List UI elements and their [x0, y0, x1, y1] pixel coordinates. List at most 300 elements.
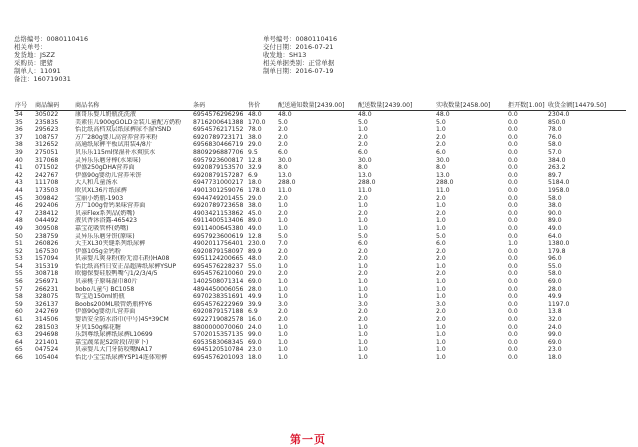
table-cell: 1.0	[436, 293, 446, 301]
table-cell: 2.0	[358, 141, 368, 149]
table-cell: 295623	[35, 126, 59, 134]
table-cell: 58.0	[548, 270, 562, 278]
table-cell: 2.0	[358, 194, 368, 202]
table-row	[14, 179, 626, 187]
table-cell: 4903421153862	[193, 209, 244, 217]
table-cell: 0.0	[508, 308, 518, 316]
column-header: 收货金额[14479.50]	[547, 101, 626, 111]
table-row	[14, 111, 626, 119]
table-cell: 275051	[35, 148, 59, 156]
table-cell: 欧贝XL36片纸尿裤	[75, 186, 127, 194]
table-cell: 157094	[35, 255, 59, 263]
table-cell: 伊盛105g金钙粉	[75, 247, 121, 255]
table-row	[14, 233, 626, 241]
table-cell: 35	[15, 118, 23, 126]
table-cell: 6.9	[248, 308, 258, 316]
table-cell: 6922719082578	[193, 316, 244, 324]
table-cell: 266231	[35, 285, 59, 293]
table-cell: 30.0	[436, 156, 450, 164]
table-cell: 6.0	[278, 148, 288, 156]
table-cell: 45	[15, 194, 23, 202]
table-cell: 2.0	[436, 209, 446, 217]
table-cell: 38.0	[548, 202, 562, 210]
table-cell: 28.0	[248, 285, 262, 293]
table-cell: 8.0	[436, 164, 446, 172]
table-cell: 3.0	[278, 300, 288, 308]
table-cell: 伊盛90g婴幼儿营养米饼	[75, 171, 142, 179]
table-cell: 49.0	[548, 224, 562, 232]
table-cell: 1.0	[358, 331, 368, 339]
table-cell: 48.0	[278, 111, 292, 118]
table-cell: 89.7	[548, 171, 562, 179]
table-cell: 64	[15, 338, 23, 346]
table-cell: 6.0	[358, 240, 368, 248]
table-cell: 32.0	[548, 316, 562, 324]
table-cell: 260826	[35, 240, 59, 248]
table-cell: 伊盛250gDHA营养面	[75, 164, 135, 172]
table-cell: 0.0	[508, 270, 518, 278]
table-cell: 婴语安全防水浴巾(中号)45*39CM	[75, 316, 169, 324]
table-cell: 方广280g婴儿高营养营养米粉	[75, 133, 158, 141]
table-cell: 1.0	[278, 217, 288, 225]
table-cell: 58.0	[548, 141, 562, 149]
table-cell: 59	[15, 300, 23, 308]
table-row	[14, 339, 626, 347]
table-cell: 6911400513406	[193, 217, 244, 225]
table-cell: 1.0	[436, 126, 446, 134]
table-cell: 314506	[35, 316, 59, 324]
table-cell: 38.0	[248, 202, 262, 210]
table-cell: 288.0	[358, 179, 376, 187]
table-cell: 4894450006056	[193, 285, 244, 293]
table-cell: 6.0	[436, 148, 446, 156]
table-cell: 1.0	[508, 240, 518, 248]
table-cell: 2.0	[358, 316, 368, 324]
table-cell: 1958.0	[548, 186, 570, 194]
table-cell: 6954576296296	[193, 111, 244, 118]
table-cell: 0.0	[508, 202, 518, 210]
table-cell: 0.0	[508, 316, 518, 324]
table-cell: 6954576228237	[193, 262, 244, 270]
table-cell: 6956830466719	[193, 141, 244, 149]
table-cell: 221401	[35, 338, 59, 346]
table-cell: 53	[15, 255, 23, 263]
table-row	[14, 331, 626, 339]
table-cell: 51	[15, 240, 23, 248]
table-cell: 4901301259076	[193, 186, 244, 194]
table-cell: 12.8	[248, 156, 262, 164]
table-cell: 18.0	[248, 179, 262, 187]
table-cell: 45.0	[248, 209, 262, 217]
table-cell: 2.0	[436, 270, 446, 278]
table-cell: 0.0	[508, 148, 518, 156]
table-cell: 108757	[35, 133, 59, 141]
header-field: 收发地：SH13	[263, 51, 307, 59]
table-row	[14, 126, 626, 134]
table-cell: 0.0	[508, 300, 518, 308]
table-cell: 嘉宝花吸管杯(奶嘴)	[75, 224, 129, 232]
table-cell: 0.0	[508, 141, 518, 149]
table-cell: 850.0	[548, 118, 566, 126]
table-row	[14, 316, 626, 324]
table-cell: 9.5	[248, 148, 258, 156]
table-cell: 61	[15, 316, 23, 324]
table-cell: 48.0	[436, 111, 450, 118]
table-cell: 42	[15, 171, 23, 179]
table-cell: 326137	[35, 300, 59, 308]
table-cell: 28.0	[548, 285, 562, 293]
table-cell: 99.0	[248, 331, 262, 339]
table-cell: 1.0	[358, 285, 368, 293]
table-cell: 0.0	[508, 262, 518, 270]
header-field: 采购员：肥猪	[14, 59, 53, 67]
table-cell: 58	[15, 293, 23, 301]
table-cell: 57	[15, 285, 23, 293]
table-cell: 0.0	[508, 338, 518, 346]
table-cell: 高通纸尿裤平板试用装4/8片	[75, 141, 152, 149]
table-cell: 13.0	[436, 171, 450, 179]
table-row	[14, 225, 626, 233]
table-cell: 0.0	[508, 164, 518, 172]
header-field: 总络编号：0080110416	[14, 35, 89, 43]
table-cell: 235835	[35, 118, 59, 126]
table-cell: 3.0	[358, 300, 368, 308]
table-cell: 49.0	[248, 224, 262, 232]
table-cell: 30.0	[278, 156, 292, 164]
table-cell: 0.0	[508, 133, 518, 141]
table-cell: 39	[15, 148, 23, 156]
table-cell: 伊盛90g婴幼儿营养面	[75, 308, 136, 316]
table-cell: 5.0	[436, 118, 446, 126]
table-row	[14, 324, 626, 332]
table-cell: 1.0	[278, 202, 288, 210]
table-cell: 贝亲婴儿爽身粉(粉无滑石粉)HA08	[75, 255, 170, 263]
table-cell: 37	[15, 133, 23, 141]
table-cell: 11.0	[436, 186, 450, 194]
table-cell: 23.0	[248, 346, 262, 354]
table-cell: 2.0	[278, 255, 288, 263]
table-cell: 6920879157287	[193, 171, 244, 179]
table-cell: 0.0	[508, 293, 518, 301]
table-cell: 0.0	[508, 156, 518, 164]
table-cell: 2.0	[436, 255, 446, 263]
table-cell: 13.8	[548, 308, 562, 316]
table-cell: 24.0	[248, 323, 262, 331]
table-cell: 13.0	[358, 171, 372, 179]
table-cell: 0.0	[508, 209, 518, 217]
table-cell: 292406	[35, 202, 59, 210]
table-cell: 6920789723658	[193, 202, 244, 210]
table-cell: 0.0	[508, 278, 518, 286]
table-cell: 1.0	[358, 217, 368, 225]
table-cell: 111708	[35, 179, 59, 187]
table-cell: 2.0	[278, 209, 288, 217]
table-cell: 3.0	[436, 300, 446, 308]
table-cell: 1197.0	[548, 300, 570, 308]
table-cell: 0.0	[508, 118, 518, 126]
table-cell: 1.0	[436, 217, 446, 225]
table-cell: 0.0	[508, 171, 518, 179]
table-cell: 5.0	[436, 232, 446, 240]
table-cell: 1.0	[436, 338, 446, 346]
table-cell: 1.0	[436, 262, 446, 270]
table-cell: 1.0	[436, 346, 446, 354]
table-cell: 2.0	[278, 141, 288, 149]
table-cell: 179.8	[548, 247, 566, 255]
table-cell: 0.0	[508, 323, 518, 331]
table-row	[14, 119, 626, 127]
table-cell: 40	[15, 156, 23, 164]
table-cell: 60	[15, 308, 23, 316]
table-cell: 1.0	[358, 346, 368, 354]
table-cell: 1.0	[436, 224, 446, 232]
table-cell: 11.0	[278, 186, 292, 194]
header-field: 相关单号：	[14, 43, 47, 51]
table-row	[14, 308, 626, 316]
table-cell: 2.0	[436, 308, 446, 316]
table-cell: 2.0	[436, 133, 446, 141]
table-cell: 44	[15, 186, 23, 194]
table-cell: 帮宝适150ml奶瓶	[75, 293, 125, 301]
table-cell: 2.0	[358, 270, 368, 278]
table-cell: 288.0	[436, 179, 454, 187]
table-cell: 2.0	[436, 194, 446, 202]
table-cell: 105404	[35, 354, 59, 361]
table-cell: 1.0	[358, 354, 368, 361]
table-cell: 38.0	[248, 133, 262, 141]
table-cell: 灵异乐乐磨牙棒(水果味)	[75, 156, 141, 164]
table-cell: 29.0	[248, 194, 262, 202]
table-cell: 12.8	[248, 232, 262, 240]
table-cell: 8.0	[278, 164, 288, 172]
table-cell: 8.0	[358, 164, 368, 172]
table-cell: 6911400645380	[193, 224, 244, 232]
table-cell: 2.0	[358, 308, 368, 316]
table-body	[14, 111, 626, 362]
table-cell: 1.0	[278, 338, 288, 346]
items-table	[14, 101, 626, 362]
column-header: 条码	[192, 101, 247, 111]
table-row	[14, 263, 626, 271]
table-row	[14, 195, 626, 203]
table-cell: 6944749201455	[193, 194, 244, 202]
table-cell: 6957923600619	[193, 232, 244, 240]
table-cell: 1.0	[278, 224, 288, 232]
table-cell: 2.0	[278, 133, 288, 141]
table-cell: 044492	[35, 217, 59, 225]
table-cell: 1.0	[436, 331, 446, 339]
table-cell: 大人和儿童汤水	[75, 179, 118, 187]
table-cell: 1.0	[358, 262, 368, 270]
table-cell: 美素佳儿900gGOLD金装儿童配方奶粉	[75, 118, 182, 126]
table-cell: 89.9	[248, 247, 262, 255]
table-cell: 怡比纸高档双层纸尿裤尿不湿YSND	[75, 126, 172, 134]
table-cell: 66	[15, 354, 23, 361]
table-cell: 大王XL30夹缝系列纸尿裤	[75, 240, 146, 248]
table-cell: 63	[15, 331, 23, 339]
table-cell: 1.0	[358, 224, 368, 232]
column-header: 实收数量[2458.00]	[435, 101, 507, 111]
table-cell: 1.0	[278, 323, 288, 331]
table-cell: 65	[15, 346, 23, 354]
table-cell: 8716200641388	[193, 118, 244, 126]
table-cell: 5.0	[278, 232, 288, 240]
table-row	[14, 172, 626, 180]
table-cell: 69.0	[248, 278, 262, 286]
table-cell: 308718	[35, 270, 59, 278]
table-cell: 56	[15, 278, 23, 286]
table-cell: 贝亲桃子原味湿巾80片	[75, 278, 138, 286]
table-cell: bobo儿童勺 BC1058	[75, 285, 135, 293]
table-cell: 6954576222969	[193, 300, 244, 308]
table-cell: 38	[15, 141, 23, 149]
table-cell: 39.9	[248, 300, 262, 308]
table-cell: 2.0	[278, 126, 288, 134]
table-cell: 315319	[35, 262, 59, 270]
table-row	[14, 248, 626, 256]
table-cell: 263.2	[548, 164, 566, 172]
table-row	[14, 301, 626, 309]
table-cell: 2.0	[278, 308, 288, 316]
table-cell: 2.0	[436, 316, 446, 324]
table-cell: 29.0	[248, 270, 262, 278]
table-cell: 0.0	[508, 217, 518, 225]
header-field: 相关单据类别：正常单据	[263, 59, 335, 67]
column-header: 拒开数[1.00]	[507, 101, 547, 111]
table-cell: 76.0	[548, 133, 562, 141]
header-right	[263, 35, 337, 75]
table-cell: 贝乐乐115ml保湿补水爽肤水	[75, 148, 156, 156]
column-header: 商品名称	[74, 101, 192, 111]
header-field: 制单日期：2016-07-19	[263, 67, 334, 75]
table-cell: 54	[15, 262, 23, 270]
table-cell: 30.0	[358, 156, 372, 164]
table-cell: 0.0	[508, 255, 518, 263]
table-cell: 1.0	[358, 323, 368, 331]
table-cell: 317068	[35, 156, 59, 164]
table-cell: 55.0	[248, 262, 262, 270]
table-cell: 0.0	[508, 179, 518, 187]
table-cell: 49.9	[248, 293, 262, 301]
table-cell: 1.0	[278, 331, 288, 339]
table-cell: 294698	[35, 331, 59, 339]
table-cell: 6957923600817	[193, 156, 244, 164]
table-cell: 0.0	[508, 346, 518, 354]
table-cell: 1.0	[358, 202, 368, 210]
table-cell: 58.0	[548, 194, 562, 202]
table-cell: 62	[15, 323, 23, 331]
table-cell: 2.0	[358, 133, 368, 141]
table-cell: 16.0	[248, 316, 262, 324]
table-cell: 242767	[35, 171, 59, 179]
table-cell: 6954576201093	[193, 354, 244, 361]
table-cell: 52	[15, 247, 23, 255]
table-cell: 43	[15, 179, 23, 187]
table-cell: 230.0	[248, 240, 266, 248]
header-field: 制单人：11091	[14, 67, 61, 75]
header-field: 备注：160719031	[14, 75, 71, 83]
table-cell: 1.0	[436, 354, 446, 361]
table-cell: 8800000070060	[193, 323, 244, 331]
table-cell: 256971	[35, 278, 59, 286]
table-cell: 7.0	[278, 240, 288, 248]
table-row	[14, 157, 626, 165]
table-cell: 047524	[35, 346, 59, 354]
table-cell: 1.0	[436, 202, 446, 210]
table-cell: 34	[15, 111, 23, 118]
table-cell: 6920789723171	[193, 133, 244, 141]
table-cell: 0.0	[508, 186, 518, 194]
table-row	[14, 217, 626, 225]
table-cell: 55.0	[548, 262, 562, 270]
table-cell: 6920879157188	[193, 308, 244, 316]
table-cell: 2.0	[436, 141, 446, 149]
table-cell: 2.0	[358, 247, 368, 255]
table-cell: 5.0	[278, 118, 288, 126]
table-cell: 78.0	[548, 126, 562, 134]
table-cell: 55	[15, 270, 23, 278]
table-cell: 液贝香沐浴露-465423	[75, 217, 138, 225]
table-cell: 2304.0	[548, 111, 570, 118]
table-row	[14, 164, 626, 172]
table-cell: 57.0	[548, 148, 562, 156]
table-cell: 2.0	[436, 247, 446, 255]
table-cell: 1.0	[358, 278, 368, 286]
column-header: 序号	[14, 101, 34, 111]
table-cell: 309508	[35, 224, 59, 232]
table-cell: 1.0	[358, 126, 368, 134]
header-left	[14, 35, 88, 83]
table-cell: 4902011756401	[193, 240, 244, 248]
table-cell: 1.0	[278, 285, 288, 293]
table-cell: 6947731000217	[193, 179, 244, 187]
table-cell: 6920879153570	[193, 164, 244, 172]
table-cell: 8809296887706	[193, 148, 244, 156]
table-cell: 0.0	[508, 126, 518, 134]
table-row	[14, 141, 626, 149]
header-field: 交付日期：2016-07-21	[263, 43, 334, 51]
table-cell: 69.0	[248, 338, 262, 346]
table-cell: 48.0	[248, 255, 262, 263]
column-header: 商品编码	[34, 101, 74, 111]
table-cell: 乐到尊纸尿裤纸尿裤L10699	[75, 331, 153, 339]
table-cell: 90.0	[548, 209, 562, 217]
table-cell: 0.0	[508, 285, 518, 293]
table-cell: 6954576210060	[193, 270, 244, 278]
table-cell: 1.0	[436, 285, 446, 293]
table-cell: 242769	[35, 308, 59, 316]
table-cell: 1.0	[436, 278, 446, 286]
table-row	[14, 210, 626, 218]
table-cell: 0.0	[508, 111, 518, 118]
table-cell: 1.0	[358, 338, 368, 346]
table-cell: 281503	[35, 323, 59, 331]
table-cell: 41	[15, 164, 23, 172]
table-row	[14, 286, 626, 294]
table-cell: 32.9	[248, 164, 262, 172]
table-cell: 怡比小宝宝纸尿裤YSP14连体短裤	[75, 354, 168, 361]
table-cell: 238412	[35, 209, 59, 217]
table-cell: 312652	[35, 141, 59, 149]
table-cell: 49.9	[548, 293, 562, 301]
table-header-row	[14, 101, 626, 111]
table-row	[14, 134, 626, 142]
table-cell: 288.0	[278, 179, 296, 187]
table-cell: 2.0	[358, 255, 368, 263]
header-field: 发货地：JSZZ	[14, 51, 56, 59]
table-row	[14, 255, 626, 263]
table-cell: 78.0	[248, 126, 262, 134]
